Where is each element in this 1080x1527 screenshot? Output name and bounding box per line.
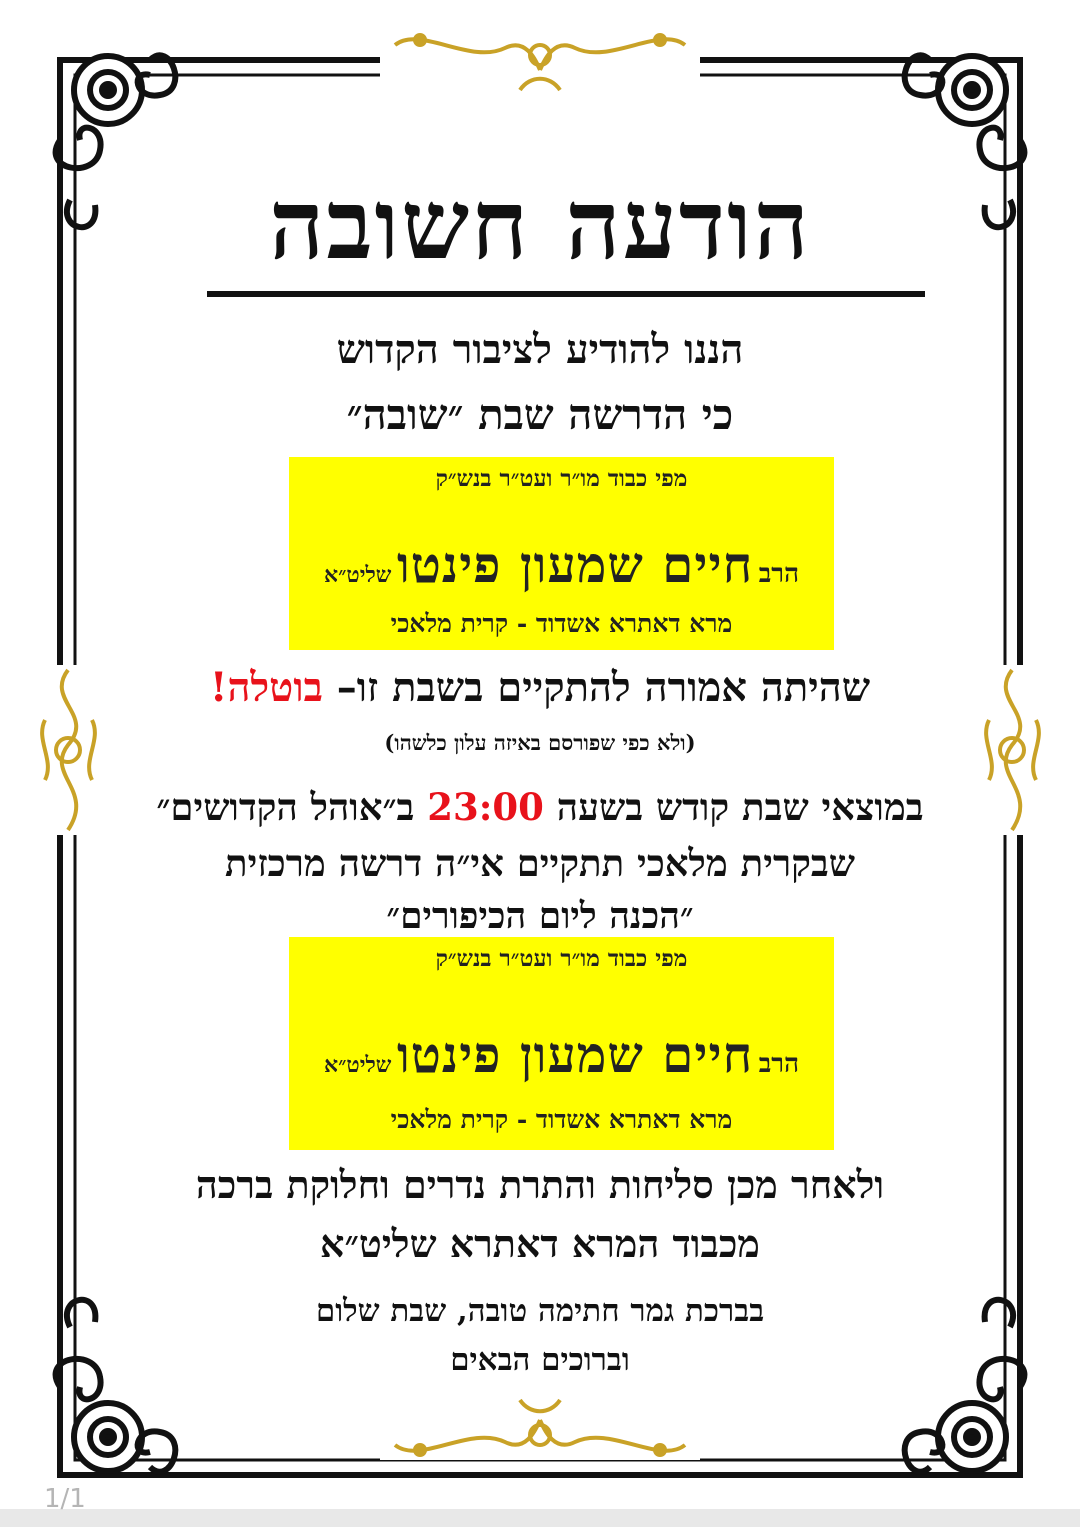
rabbi-name-row bbox=[289, 535, 834, 594]
rabbi-name: חיים שמעון פינטו bbox=[396, 1025, 754, 1084]
cancellation-status: בוטלה! bbox=[209, 664, 323, 711]
cancellation-text: שהיתה אמורה להתקיים בשבת זו– bbox=[336, 664, 871, 711]
rabbi-name: חיים שמעון פינטו bbox=[396, 535, 754, 594]
title-underline bbox=[207, 291, 925, 297]
rabbi-prefix: הרב bbox=[758, 559, 800, 589]
rabbi-prefix: הרב bbox=[758, 1049, 800, 1079]
rabbi-honorific: מפי כבוד מו״ר ועט״ר בנש״ק bbox=[435, 465, 688, 492]
cancellation-note: (ולא כפי שפורסם באיזה עלון כלשהו) bbox=[384, 730, 696, 755]
blessing-line-1: בברכת גמר חתימה טובה, שבת שלום bbox=[315, 1293, 765, 1329]
gold-ornament-top-icon bbox=[380, 30, 700, 90]
rabbi-suffix: שליט״א bbox=[323, 562, 392, 588]
rabbi-name-row bbox=[289, 1025, 834, 1084]
viewer-footer-bar bbox=[0, 1509, 1080, 1527]
event-time: 23:00 bbox=[427, 785, 544, 829]
new-event-venue: ב״אוהל הקדושים״ bbox=[156, 785, 415, 829]
page-title: הודעה חשובה bbox=[269, 168, 811, 281]
after-line-2: מכבוד המרא דאתרא שליט״א bbox=[320, 1221, 760, 1266]
after-line-1: ולאחר מכן סליחות והתרת נדרים וחלוקת ברכה bbox=[195, 1162, 885, 1207]
rabbi-highlight-box-2 bbox=[289, 937, 834, 1150]
blessing-line-2: וברוכים הבאים bbox=[450, 1342, 630, 1378]
cancellation-line bbox=[0, 664, 1080, 711]
new-event-line-1 bbox=[0, 785, 1080, 830]
intro-line-2: כי הדרשה שבת ״שובה״ bbox=[346, 390, 734, 439]
rabbi-honorific: מפי כבוד מו״ר ועט״ר בנש״ק bbox=[435, 945, 688, 972]
intro-line-1: הננו להודיע לציבור הקדוש bbox=[336, 326, 744, 373]
new-event-line-2: שבקרית מלאכי תתקיים אי״ה דרשה מרכזית bbox=[225, 841, 855, 885]
rabbi-position: מרא דאתרא אשדוד - קרית מלאכי bbox=[390, 1105, 733, 1134]
new-event-before-time: במוצאי שבת קודש בשעה bbox=[556, 785, 924, 829]
gold-ornament-bottom-icon bbox=[380, 1400, 700, 1460]
page-counter: 1/1 bbox=[44, 1484, 86, 1514]
new-event-line-3: ״הכנה ליום הכיפורים״ bbox=[386, 895, 694, 937]
rabbi-position: מרא דאתרא אשדוד - קרית מלאכי bbox=[390, 609, 733, 638]
rabbi-suffix: שליט״א bbox=[323, 1052, 392, 1078]
rabbi-highlight-box bbox=[289, 457, 834, 650]
